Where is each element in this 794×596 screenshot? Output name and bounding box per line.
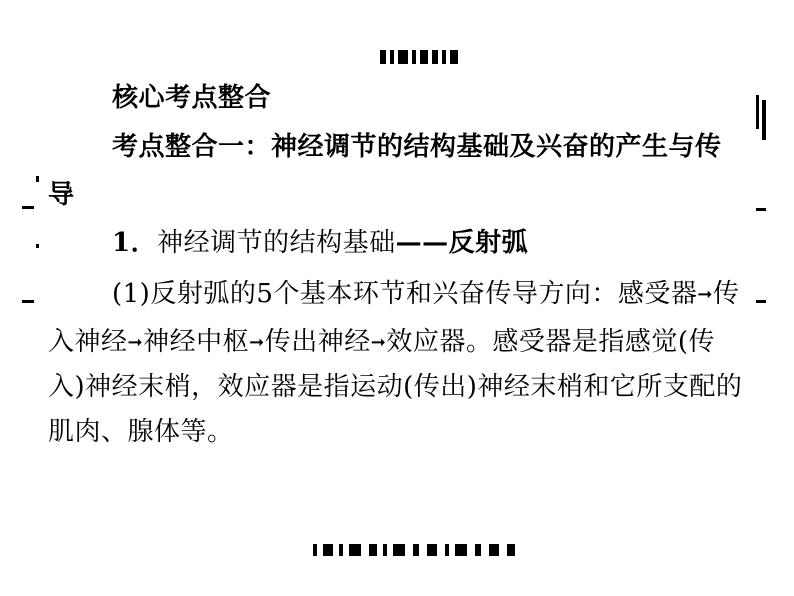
item-1-dash: —— bbox=[395, 228, 449, 258]
item-1-number: 1． bbox=[112, 228, 158, 258]
cropped-text-top bbox=[378, 44, 464, 64]
edge-mark-left bbox=[22, 206, 34, 209]
item-1-emphasis: 反射弧 bbox=[448, 228, 529, 258]
paragraph-line-2 bbox=[48, 327, 715, 358]
item-1-text: 神经调节的结构基础 bbox=[157, 228, 396, 258]
paragraph-line-4: 肌肉、腺体等。 bbox=[48, 417, 234, 447]
topic-heading bbox=[112, 132, 722, 162]
edge-mark-left bbox=[36, 176, 39, 182]
arrow-icon: ➞ bbox=[249, 332, 265, 353]
arrow-icon: ➞ bbox=[127, 332, 144, 353]
arrow-icon: ➞ bbox=[697, 284, 713, 305]
topic-heading-line1: 考点整合一：神经调节的结构基础及兴奋的产生与传 bbox=[112, 132, 722, 162]
paragraph-line-2-part: 传出神经 bbox=[264, 327, 371, 357]
paragraph-line-1-text: (1)反射弧的5个基本环节和兴奋传导方向：感受器 bbox=[112, 279, 698, 309]
edge-mark-left bbox=[22, 300, 34, 303]
paragraph-line-1 bbox=[112, 279, 739, 310]
item-1 bbox=[112, 228, 528, 258]
cropped-text-bottom bbox=[313, 544, 523, 560]
paragraph-line-2-part: 入神经 bbox=[48, 327, 128, 357]
edge-mark-right bbox=[756, 95, 759, 129]
arrow-icon: ➞ bbox=[370, 332, 387, 353]
paragraph-line-2-part: 神经中枢 bbox=[143, 327, 250, 357]
edge-mark-right bbox=[762, 100, 766, 140]
topic-heading-continuation: 导 bbox=[48, 180, 75, 210]
edge-mark-right bbox=[756, 300, 766, 303]
paragraph-line-3: 入)神经末梢，效应器是指运动(传出)神经末梢和它所支配的 bbox=[48, 372, 743, 402]
edge-mark-left bbox=[36, 244, 39, 248]
edge-mark-right bbox=[756, 208, 766, 211]
paragraph-line-1-tail: 传 bbox=[712, 279, 740, 309]
section-title: 核心考点整合 bbox=[112, 83, 272, 113]
paragraph-line-2-part: 效应器。感受器是指感觉(传 bbox=[386, 327, 715, 357]
